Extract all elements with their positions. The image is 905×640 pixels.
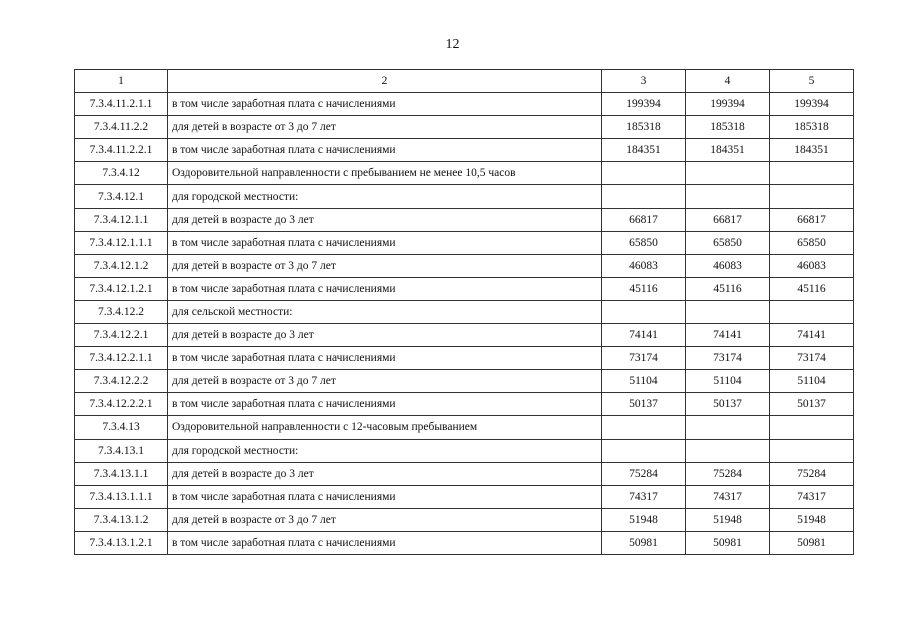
tariff-table	[74, 69, 854, 555]
row-value-col4-cell	[686, 416, 770, 439]
row-value-col5-cell: 50137	[770, 393, 854, 416]
row-value-col4-cell: 65850	[686, 231, 770, 254]
row-description-cell: для городской местности:	[168, 439, 602, 462]
row-value-col3-cell	[602, 439, 686, 462]
row-description-cell: в том числе заработная плата с начислениями	[168, 231, 602, 254]
row-value-col3-cell: 74141	[602, 324, 686, 347]
row-description-cell: в том числе заработная плата с начислениями	[168, 93, 602, 116]
row-value-col4-cell: 184351	[686, 139, 770, 162]
row-description-cell: для детей в возрасте от 3 до 7 лет	[168, 370, 602, 393]
row-value-col3-cell: 74317	[602, 485, 686, 508]
row-value-col4-cell: 73174	[686, 347, 770, 370]
row-value-col5-cell: 74317	[770, 485, 854, 508]
column-header-3: 3	[602, 70, 686, 93]
table-row	[75, 93, 854, 116]
row-code-cell: 7.3.4.12.1.2	[75, 254, 168, 277]
row-value-col5-cell: 184351	[770, 139, 854, 162]
page-number: 12	[445, 37, 460, 52]
row-value-col3-cell: 66817	[602, 208, 686, 231]
table-row	[75, 462, 854, 485]
row-description-cell: в том числе заработная плата с начислениями	[168, 531, 602, 554]
row-value-col5-cell: 185318	[770, 116, 854, 139]
row-code-cell: 7.3.4.11.2.1.1	[75, 93, 168, 116]
table-row	[75, 416, 854, 439]
row-value-col3-cell: 51948	[602, 508, 686, 531]
row-code-cell: 7.3.4.12.2.1.1	[75, 347, 168, 370]
row-value-col3-cell	[602, 185, 686, 208]
row-description-cell: в том числе заработная плата с начислениями	[168, 277, 602, 300]
table-row	[75, 254, 854, 277]
row-value-col4-cell: 50137	[686, 393, 770, 416]
row-value-col5-cell: 73174	[770, 347, 854, 370]
row-value-col4-cell	[686, 300, 770, 323]
row-description-cell: Оздоровительной направленности с пребыванием не менее 10,5 часов	[168, 162, 602, 185]
row-value-col3-cell	[602, 416, 686, 439]
row-value-col4-cell: 51948	[686, 508, 770, 531]
row-code-cell: 7.3.4.12.1.1	[75, 208, 168, 231]
row-code-cell: 7.3.4.13.1.1	[75, 462, 168, 485]
row-value-col5-cell	[770, 439, 854, 462]
row-value-col3-cell: 51104	[602, 370, 686, 393]
row-description-cell: для детей в возрасте до 3 лет	[168, 208, 602, 231]
row-description-cell: для детей в возрасте от 3 до 7 лет	[168, 254, 602, 277]
table-row	[75, 185, 854, 208]
row-description-cell: для детей в возрасте до 3 лет	[168, 462, 602, 485]
row-value-col5-cell: 50981	[770, 531, 854, 554]
row-value-col3-cell: 75284	[602, 462, 686, 485]
row-value-col4-cell	[686, 185, 770, 208]
row-code-cell: 7.3.4.12.1.2.1	[75, 277, 168, 300]
table-row	[75, 300, 854, 323]
table-row	[75, 347, 854, 370]
row-code-cell: 7.3.4.12.2	[75, 300, 168, 323]
table-row	[75, 162, 854, 185]
row-value-col3-cell: 45116	[602, 277, 686, 300]
row-value-col4-cell: 185318	[686, 116, 770, 139]
row-value-col4-cell	[686, 439, 770, 462]
row-code-cell: 7.3.4.12.1	[75, 185, 168, 208]
table-row	[75, 508, 854, 531]
row-value-col4-cell: 74141	[686, 324, 770, 347]
row-value-col4-cell: 46083	[686, 254, 770, 277]
table-row	[75, 139, 854, 162]
row-value-col5-cell	[770, 416, 854, 439]
row-value-col5-cell: 66817	[770, 208, 854, 231]
row-code-cell: 7.3.4.13.1.2.1	[75, 531, 168, 554]
column-header-1: 1	[75, 70, 168, 93]
row-value-col5-cell: 75284	[770, 462, 854, 485]
table-row	[75, 393, 854, 416]
row-value-col3-cell: 184351	[602, 139, 686, 162]
row-code-cell: 7.3.4.12.2.1	[75, 324, 168, 347]
table-row	[75, 231, 854, 254]
row-value-col4-cell: 51104	[686, 370, 770, 393]
row-code-cell: 7.3.4.12.2.2.1	[75, 393, 168, 416]
table-row	[75, 531, 854, 554]
row-description-cell: в том числе заработная плата с начислениями	[168, 393, 602, 416]
table-row	[75, 485, 854, 508]
row-value-col4-cell: 74317	[686, 485, 770, 508]
column-header-4: 4	[686, 70, 770, 93]
row-code-cell: 7.3.4.11.2.2	[75, 116, 168, 139]
row-value-col4-cell: 199394	[686, 93, 770, 116]
table-row	[75, 116, 854, 139]
table-row	[75, 277, 854, 300]
row-value-col3-cell: 46083	[602, 254, 686, 277]
row-description-cell: для детей в возрасте от 3 до 7 лет	[168, 116, 602, 139]
row-value-col5-cell: 74141	[770, 324, 854, 347]
row-value-col3-cell	[602, 300, 686, 323]
row-value-col3-cell: 50981	[602, 531, 686, 554]
table-row	[75, 208, 854, 231]
table-row	[75, 370, 854, 393]
row-value-col3-cell: 50137	[602, 393, 686, 416]
row-value-col5-cell: 199394	[770, 93, 854, 116]
row-code-cell: 7.3.4.13	[75, 416, 168, 439]
row-value-col3-cell: 73174	[602, 347, 686, 370]
row-description-cell: для сельской местности:	[168, 300, 602, 323]
row-code-cell: 7.3.4.13.1.2	[75, 508, 168, 531]
row-value-col4-cell: 45116	[686, 277, 770, 300]
row-description-cell: в том числе заработная плата с начислениями	[168, 485, 602, 508]
row-value-col4-cell: 66817	[686, 208, 770, 231]
row-code-cell: 7.3.4.12.1.1.1	[75, 231, 168, 254]
row-value-col4-cell: 50981	[686, 531, 770, 554]
row-value-col4-cell: 75284	[686, 462, 770, 485]
row-code-cell: 7.3.4.13.1	[75, 439, 168, 462]
row-value-col5-cell: 51948	[770, 508, 854, 531]
row-value-col3-cell: 65850	[602, 231, 686, 254]
row-value-col5-cell	[770, 185, 854, 208]
row-value-col5-cell: 46083	[770, 254, 854, 277]
row-code-cell: 7.3.4.11.2.2.1	[75, 139, 168, 162]
table-header-row	[75, 70, 854, 93]
row-code-cell: 7.3.4.13.1.1.1	[75, 485, 168, 508]
row-value-col3-cell: 199394	[602, 93, 686, 116]
row-value-col4-cell	[686, 162, 770, 185]
row-value-col5-cell	[770, 300, 854, 323]
table-body	[75, 93, 854, 555]
table-row	[75, 439, 854, 462]
row-value-col5-cell: 51104	[770, 370, 854, 393]
row-description-cell: для детей в возрасте от 3 до 7 лет	[168, 508, 602, 531]
column-header-5: 5	[770, 70, 854, 93]
row-value-col3-cell: 185318	[602, 116, 686, 139]
row-value-col3-cell	[602, 162, 686, 185]
row-value-col5-cell: 45116	[770, 277, 854, 300]
table-row	[75, 324, 854, 347]
row-code-cell: 7.3.4.12	[75, 162, 168, 185]
row-description-cell: для детей в возрасте до 3 лет	[168, 324, 602, 347]
row-value-col5-cell	[770, 162, 854, 185]
row-value-col5-cell: 65850	[770, 231, 854, 254]
row-description-cell: в том числе заработная плата с начислениями	[168, 139, 602, 162]
row-code-cell: 7.3.4.12.2.2	[75, 370, 168, 393]
row-description-cell: Оздоровительной направленности с 12-часовым пребыванием	[168, 416, 602, 439]
row-description-cell: для городской местности:	[168, 185, 602, 208]
column-header-2: 2	[168, 70, 602, 93]
row-description-cell: в том числе заработная плата с начислениями	[168, 347, 602, 370]
